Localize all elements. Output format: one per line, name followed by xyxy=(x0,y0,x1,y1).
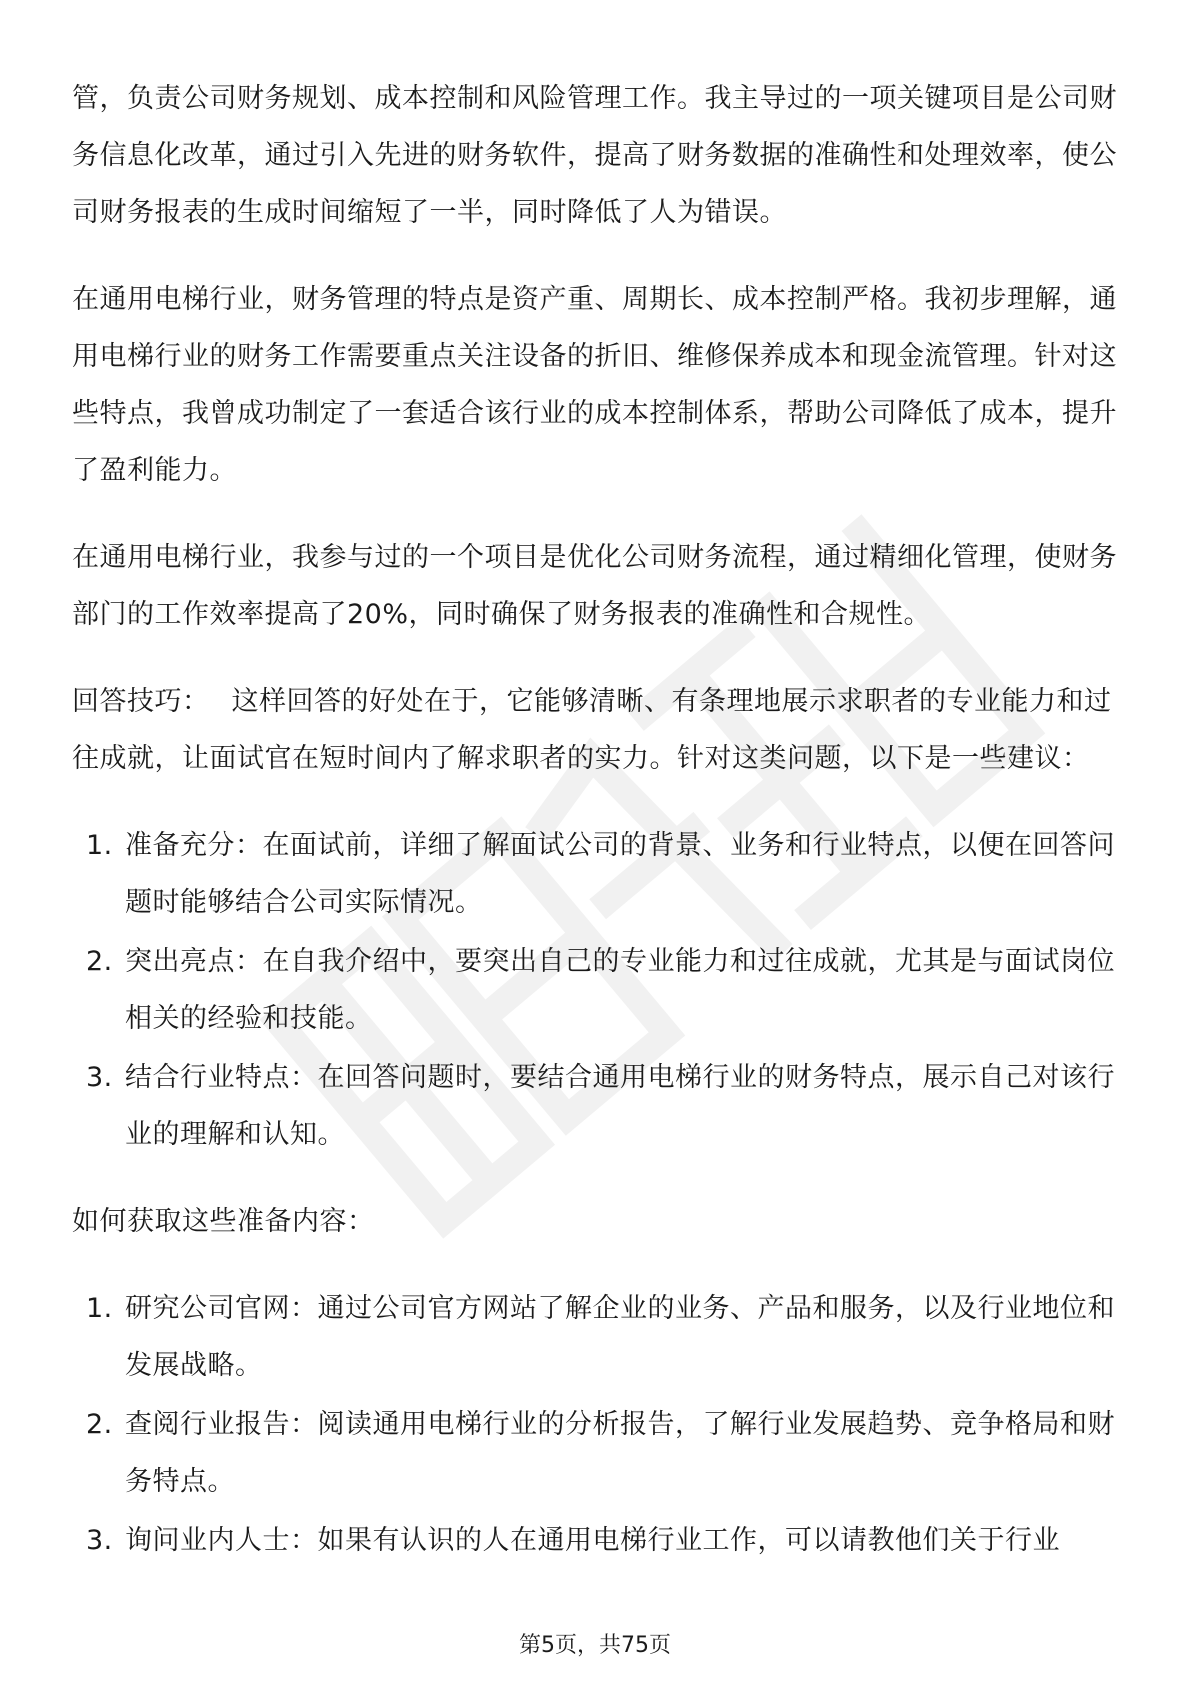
list-item-text: 询问业内人士：如果有认识的人在通用电梯行业工作，可以请教他们关于行业 xyxy=(125,1525,1060,1556)
tips-label: 回答技巧： xyxy=(72,686,210,717)
list-number: 2. xyxy=(86,946,113,977)
list-item-text: 突出亮点：在自我介绍中，要突出自己的专业能力和过往成就，尤其是与面试岗位相关的经验和技能。 xyxy=(125,946,1115,1034)
list-item xyxy=(72,1512,1120,1569)
list-item xyxy=(72,1280,1120,1394)
paragraph-experience: 管，负责公司财务规划、成本控制和风险管理工作。我主导过的一项关键项目是公司财务信息化改革，通过引入先进的财务软件，提高了财务数据的准确性和处理效率，使公司财务报表的生成时间缩短了一半，同时降低了人为错误。 xyxy=(72,83,1117,228)
list-item-text: 查阅行业报告：阅读通用电梯行业的分析报告，了解行业发展趋势、竞争格局和财务特点。 xyxy=(125,1409,1115,1497)
list-item-text: 准备充分：在面试前，详细了解面试公司的背景、业务和行业特点，以便在回答问题时能够结合公司实际情况。 xyxy=(125,830,1115,918)
paragraph-project: 在通用电梯行业，我参与过的一个项目是优化公司财务流程，通过精细化管理，使财务部门的工作效率提高了20%，同时确保了财务报表的准确性和合规性。 xyxy=(72,542,1117,630)
list-item xyxy=(72,1049,1120,1163)
document-body xyxy=(72,70,1120,1599)
tips-paragraph xyxy=(72,673,1120,787)
list-number: 1. xyxy=(86,830,113,861)
list-item xyxy=(72,933,1120,1047)
list-number: 3. xyxy=(86,1525,113,1556)
list-number: 1. xyxy=(86,1293,113,1324)
page-number-footer: 第5页，共75页 xyxy=(519,1633,671,1658)
advice-list xyxy=(72,817,1120,1163)
prep-list xyxy=(72,1280,1120,1569)
list-number: 3. xyxy=(86,1062,113,1093)
list-item-text: 研究公司官网：通过公司官方网站了解企业的业务、产品和服务，以及行业地位和发展战略。 xyxy=(125,1293,1115,1381)
list-item-text: 结合行业特点：在回答问题时，要结合通用电梯行业的财务特点，展示自己对该行业的理解和认知。 xyxy=(125,1062,1115,1150)
paragraph-industry-understanding: 在通用电梯行业，财务管理的特点是资产重、周期长、成本控制严格。我初步理解，通用电梯行业的财务工作需要重点关注设备的折旧、维修保养成本和现金流管理。针对这些特点，我曾成功制定了一套适合该行业的成本控制体系，帮助公司降低了成本，提升了盈利能力。 xyxy=(72,284,1117,486)
prep-heading: 如何获取这些准备内容： xyxy=(72,1206,375,1237)
list-number: 2. xyxy=(86,1409,113,1440)
list-item xyxy=(72,817,1120,931)
list-item xyxy=(72,1396,1120,1510)
tips-text: 这样回答的好处在于，它能够清晰、有条理地展示求职者的专业能力和过往成就，让面试官在短时间内了解求职者的实力。针对这类问题，以下是一些建议： xyxy=(72,686,1112,774)
